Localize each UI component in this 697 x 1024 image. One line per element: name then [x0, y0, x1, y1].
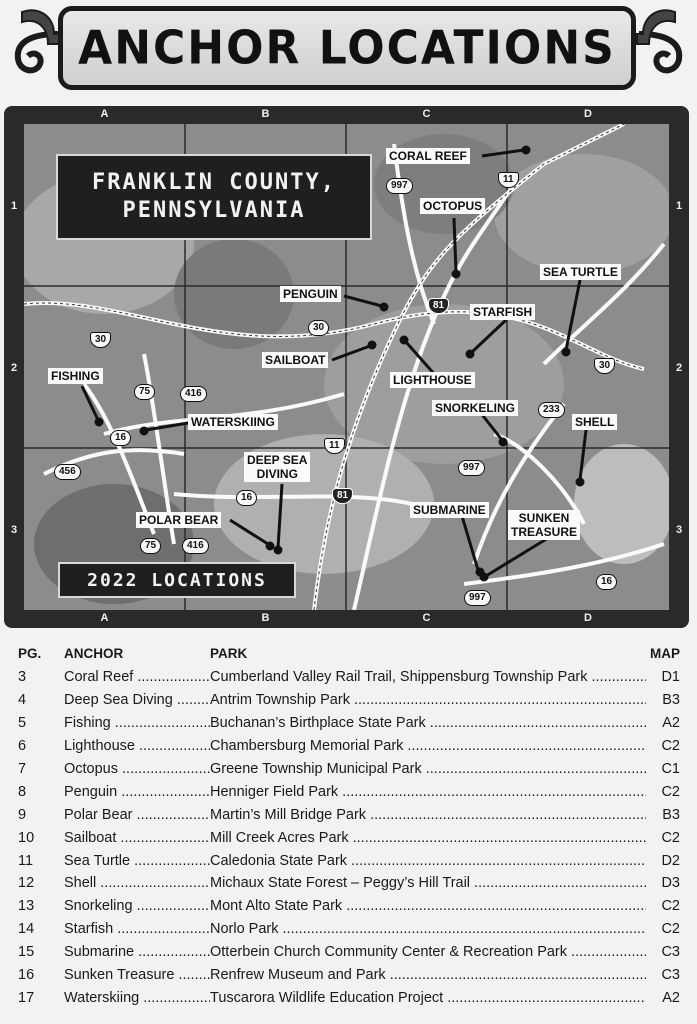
year-label-box [58, 562, 296, 598]
cell-pg: 7 [18, 761, 27, 777]
grid-col-label-bottom: A [100, 612, 109, 624]
route-shield: 416 [180, 386, 207, 402]
grid-row-label-right: 1 [675, 200, 683, 212]
cell-pg: 14 [18, 921, 35, 938]
cell-anchor: Shell ..... [64, 875, 210, 891]
header-park: PARK [210, 645, 248, 661]
cell-pg: 6 [18, 738, 27, 755]
map-title-line-2: PENNSYLVANIA [122, 198, 306, 223]
cell-map: D1 [661, 669, 680, 686]
grid-row-label-right: 3 [675, 524, 683, 536]
grid-col-label-top: B [261, 108, 270, 120]
grid-col-label-top: D [584, 108, 592, 120]
table-row [18, 918, 680, 941]
cell-map: C3 [661, 944, 680, 961]
cell-anchor: Lighthouse ..... [64, 738, 210, 754]
grid-col-label-bottom: B [261, 612, 270, 624]
cell-anchor: Snorkeling ..... [64, 898, 210, 914]
map-label-sailboat: SAILBOAT [262, 352, 328, 368]
map-label-deep-sea-diving-line-2: DIVING [256, 467, 298, 481]
route-shield: 30 [90, 332, 111, 348]
cell-park: Mill Creek Acres Park ..... [210, 830, 646, 846]
page-title: ANCHOR LOCATIONS [78, 21, 616, 75]
map-label-deep-sea-diving [244, 452, 310, 482]
title-banner [58, 6, 636, 90]
table-row [18, 712, 680, 735]
table-row [18, 872, 680, 895]
cell-anchor: Fishing ..... [64, 715, 210, 731]
map-label-waterskiing: WATERSKIING [188, 414, 278, 430]
cell-pg: 4 [18, 692, 27, 709]
route-shield: 456 [54, 464, 81, 480]
cell-pg: 3 [18, 669, 27, 686]
cell-anchor: Deep Sea Diving ..... [64, 692, 210, 708]
county-map [24, 124, 669, 610]
cell-anchor: Octopus ..... [64, 761, 210, 777]
route-shield: 30 [308, 320, 329, 336]
table-header [18, 640, 680, 666]
route-shield: 16 [110, 430, 131, 446]
map-label-octopus: OCTOPUS [420, 198, 485, 214]
table-row [18, 758, 680, 781]
cell-anchor: Sea Turtle ..... [64, 853, 210, 869]
map-label-coral-reef: CORAL REEF [386, 148, 470, 164]
scroll-ornament-left-icon [8, 4, 62, 94]
cell-pg: 10 [18, 829, 35, 846]
scroll-ornament-right-icon [635, 4, 689, 94]
cell-pg: 8 [18, 783, 27, 800]
cell-anchor: Polar Bear ..... [64, 807, 210, 823]
cell-map: C2 [661, 829, 680, 846]
table-row [18, 849, 680, 872]
cell-park: Greene Township Municipal Park ..... [210, 761, 646, 777]
map-label-deep-sea-diving-line-1: DEEP SEA [247, 453, 308, 467]
map-label-polar-bear: POLAR BEAR [136, 512, 221, 528]
cell-map: C2 [661, 738, 680, 755]
cell-pg: 9 [18, 806, 27, 823]
cell-map: C2 [661, 783, 680, 800]
route-shield: 16 [236, 490, 257, 506]
cell-map: D3 [661, 875, 680, 892]
route-shield: 30 [594, 358, 615, 374]
cell-anchor: Sailboat ..... [64, 830, 210, 846]
map-label-fishing: FISHING [48, 368, 103, 384]
table-row [18, 986, 680, 1009]
route-shield: 11 [324, 438, 345, 454]
route-shield: 81 [332, 488, 353, 504]
cell-park: Tuscarora Wildlife Education Project ..... [210, 990, 646, 1006]
cell-pg: 16 [18, 967, 35, 984]
map-label-submarine: SUBMARINE [410, 502, 489, 518]
table-row [18, 826, 680, 849]
table-row [18, 666, 680, 689]
cell-pg: 12 [18, 875, 35, 892]
cell-pg: 17 [18, 989, 35, 1006]
cell-park: Chambersburg Memorial Park ..... [210, 738, 646, 754]
cell-park: Michaux State Forest – Peggy’s Hill Trail ..... [210, 875, 646, 891]
cell-pg: 15 [18, 944, 35, 961]
cell-map: C2 [661, 921, 680, 938]
cell-park: Martin’s Mill Bridge Park ..... [210, 807, 646, 823]
cell-park: Renfrew Museum and Park ..... [210, 967, 646, 983]
route-shield: 81 [428, 298, 449, 314]
cell-map: B3 [662, 806, 680, 823]
cell-park: Henniger Field Park ..... [210, 784, 646, 800]
table-row [18, 780, 680, 803]
route-shield: 16 [596, 574, 617, 590]
cell-pg: 13 [18, 898, 35, 915]
cell-park: Otterbein Church Community Center & Recreation Park ..... [210, 944, 646, 960]
grid-col-label-bottom: C [422, 612, 431, 624]
map-label-snorkeling: SNORKELING [432, 400, 518, 416]
header-anchor: ANCHOR [64, 645, 124, 661]
cell-park: Buchanan’s Birthplace State Park ..... [210, 715, 646, 731]
cell-map: A2 [662, 989, 680, 1006]
route-shield: 233 [538, 402, 565, 418]
table-row [18, 689, 680, 712]
route-shield: 11 [498, 172, 519, 188]
cell-anchor: Waterskiing ..... [64, 990, 210, 1006]
map-label-sunken-treasure [508, 510, 580, 540]
cell-pg: 5 [18, 715, 27, 732]
table-row [18, 964, 680, 987]
cell-map: B3 [662, 692, 680, 709]
grid-row-label-left: 2 [10, 362, 18, 374]
cell-anchor: Coral Reef ..... [64, 669, 210, 685]
cell-map: C1 [661, 761, 680, 777]
cell-park: Caledonia State Park ..... [210, 853, 646, 869]
cell-anchor: Submarine ..... [64, 944, 210, 960]
grid-col-label-top: A [100, 108, 109, 120]
cell-anchor: Penguin ..... [64, 784, 210, 800]
map-label-sunken-treasure-line-2: TREASURE [511, 525, 578, 539]
map-frame [4, 106, 689, 628]
cell-map: D2 [661, 852, 680, 869]
cell-map: C3 [661, 967, 680, 984]
map-title-line-1: FRANKLIN COUNTY, [92, 170, 336, 195]
anchor-locations-table [18, 640, 680, 1009]
header-pg: PG. [18, 645, 42, 661]
grid-row-label-right: 2 [675, 362, 683, 374]
cell-anchor: Sunken Treasure ..... [64, 967, 210, 983]
route-shield: 997 [386, 178, 413, 194]
map-label-shell: SHELL [572, 414, 617, 430]
table-row [18, 895, 680, 918]
cell-anchor: Starfish ..... [64, 921, 210, 937]
map-label-sunken-treasure-line-1: SUNKEN [518, 511, 570, 525]
year-label: 2022 LOCATIONS [87, 569, 267, 591]
map-label-lighthouse: LIGHTHOUSE [390, 372, 475, 388]
cell-pg: 11 [18, 852, 34, 869]
grid-col-label-bottom: D [584, 612, 592, 624]
table-row [18, 735, 680, 758]
map-title-box [56, 154, 372, 240]
table-row [18, 803, 680, 826]
cell-map: A2 [662, 715, 680, 732]
grid-row-label-left: 1 [10, 200, 18, 212]
route-shield: 997 [458, 460, 485, 476]
grid-col-label-top: C [422, 108, 431, 120]
grid-row-label-left: 3 [10, 524, 18, 536]
map-label-penguin: PENGUIN [280, 286, 341, 302]
map-label-starfish: STARFISH [470, 304, 535, 320]
cell-park: Mont Alto State Park ..... [210, 898, 646, 914]
map-label-sea-turtle: SEA TURTLE [540, 264, 621, 280]
header-map: MAP [650, 645, 680, 661]
route-shield: 997 [464, 590, 491, 606]
route-shield: 416 [182, 538, 209, 554]
route-shield: 75 [140, 538, 161, 554]
table-row [18, 941, 680, 964]
route-shield: 75 [134, 384, 155, 400]
cell-map: C2 [661, 898, 680, 915]
table-body [18, 666, 680, 1009]
cell-park: Antrim Township Park ..... [210, 692, 646, 708]
cell-park: Norlo Park ..... [210, 921, 646, 937]
cell-park: Cumberland Valley Rail Trail, Shippensburg Township Park ..... [210, 669, 646, 685]
